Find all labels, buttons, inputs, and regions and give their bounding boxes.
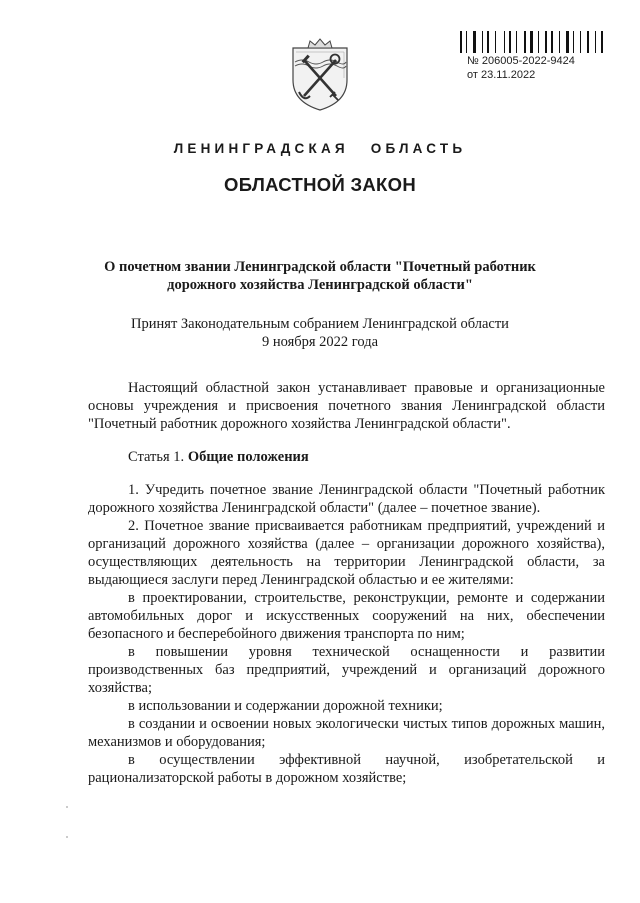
registration-date: от 23.11.2022 [467,69,536,81]
barcode-bar [595,31,596,53]
barcode-bar [599,31,600,53]
barcode-bar [524,31,526,53]
barcode-bar [484,31,485,53]
barcode-bar [506,31,507,53]
barcode-bar [516,31,517,53]
barcode-bar [541,31,542,53]
barcode-bar [463,31,464,53]
barcode-bar [562,31,563,53]
scan-speck [66,836,68,838]
scan-speck [66,806,68,808]
article-paragraph: в использовании и содержании дорожной техники; [128,698,443,714]
adoption-line-1: Принят Законодательным собранием Ленинградской области [131,316,509,332]
preamble-paragraph: Настоящий областной закон устанавливает правовые и организационные основы учреждения и присвоения почетного звания Ленинградской области "Почетный работник дорожного хозяйства Ленинградской области". [88,380,605,432]
barcode-bar [577,31,579,53]
barcode-bar [583,31,584,53]
barcode-bar [498,31,501,53]
article-paragraph: в создании и освоении новых экологически чистых типов дорожных машин, механизмов и оборудования; [88,716,605,750]
barcode-bar [530,31,533,53]
barcode-bar [590,31,593,53]
law-title-line-2: дорожного хозяйства Ленинградской области" [167,277,473,293]
article-title: Общие положения [187,449,309,465]
law-body [88,379,605,787]
barcode-bar [514,31,515,53]
law-title [60,258,580,294]
barcode-bar [527,31,528,53]
barcode-bar [601,31,603,53]
coat-of-arms-emblem [290,38,350,112]
barcode-bar [519,31,521,53]
article-paragraph: в повышении уровня технической оснащенности и развитии производственных баз предприятий, учреждений и организаций дорожного хозяйства; [88,644,605,696]
barcode-bar [495,31,496,53]
barcode-bar [545,31,547,53]
adoption-info [60,315,580,351]
barcode-bar [551,31,553,53]
barcode-bar [587,31,589,53]
article-heading [88,448,605,466]
barcode-bar [566,31,569,53]
barcode-bar [478,31,479,53]
registration-info [467,54,575,82]
barcode-bar [470,31,472,53]
barcode-bar [536,31,537,53]
barcode-bar [573,31,574,53]
law-title-line-1: О почетном звании Ленинградской области "Почетный работник [104,259,536,275]
document-type-heading: ОБЛАСТНОЙ ЗАКОН [224,174,416,195]
barcode-bar [466,31,467,53]
barcode-bar [509,31,511,53]
barcode-bar [570,31,571,53]
barcode-bar [482,31,483,53]
barcode-bar [460,31,462,53]
barcode-bar [504,31,505,53]
barcode-bar [538,31,539,53]
barcode-bar [492,31,494,53]
article-paragraph: в осуществлении эффективной научной, изобретательской и рационализаторской работы в дорожном хозяйстве; [88,752,605,786]
barcode-bar [556,31,558,53]
article-paragraph: 1. Учредить почетное звание Ленинградской области "Почетный работник дорожного хозяйства Ленинградской области" (далее – почетное звание). [88,482,605,516]
barcode-bar [559,31,560,53]
document-barcode [460,31,610,53]
barcode-bar [605,31,606,53]
barcode-bar [548,31,549,53]
article-paragraph: в проектировании, строительстве, реконструкции, ремонте и содержании автомобильных дорог и искусственных сооружений на них, обеспечении безопасного и бесперебойного движения транспорта по ним; [88,590,605,642]
barcode-bar [580,31,581,53]
region-heading: ЛЕНИНГРАДСКАЯ ОБЛАСТЬ [173,141,467,156]
adoption-date: 9 ноября 2022 года [261,334,379,350]
article-paragraph: 2. Почетное звание присваивается работникам предприятий, учреждений и организаций дорожного хозяйства (далее – организации дорожного хозяйства), осуществляющих деятельность на территории Ленинградской области, за выдающиеся заслуги перед Ленинградской областью и ее жителями: [88,518,605,588]
barcode-bar [487,31,489,53]
registration-number: № 206005-2022-9424 [467,55,575,67]
article-number: Статья 1. [128,449,185,465]
barcode-bar [473,31,476,53]
